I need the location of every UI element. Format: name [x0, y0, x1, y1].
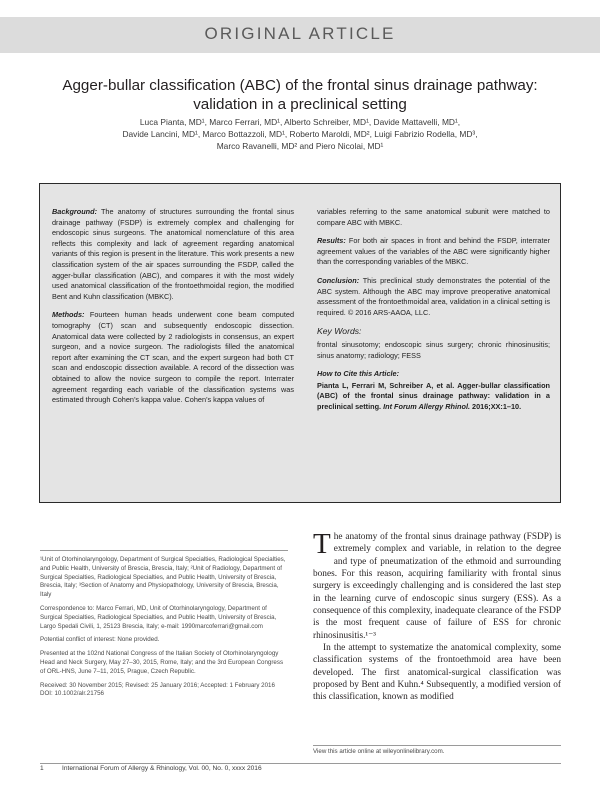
section-label: ORIGINAL ARTICLE — [204, 24, 396, 43]
authors-line-2: Davide Lancini, MD¹, Marco Bottazzoli, MD¹, Roberto Maroldi, MD², Luigi Fabrizio Rodella, MD³, — [122, 129, 478, 140]
methods-text: Fourteen human heads underwent cone beam computed tomography (CT) scan and subsequently endoscopic dissection. Anatomical data were collected by 2 radiologists in consensus, an expert surgeon, and a novice surgeon. The radiologists filled the anatomical report after examining the CT scan, and the expert surgeon had both CT scan and endoscopic dissection available. A record of the dissection was obtained to allow the novice surgeon to compile the report. Interrater agreement regarding each variable of the classification systems was estimated through Cohen’s kappa value. Cohen’s kappa values of — [52, 310, 295, 405]
page-footer — [40, 765, 262, 772]
body-paragraph-2: In the attempt to systematize the anatomical complexity, some classification systems of the frontoethmoid area have been developed. The first anatomical-surgical classification was proposed by Bent and Kuhn.⁴ Subsequently, a modified version of this classification, known as modified — [313, 643, 561, 703]
author-list — [40, 116, 560, 153]
abstract-left-column — [52, 207, 294, 414]
background-text: The anatomy of structures surrounding the frontal sinus drainage pathway (FSDP) is extremely complex and challenging for endoscopic sinus surgeons. The anatomical nomenclature of this area reflects this complexity and lack of agreement regarding anatomical variants of this region is present in the literature. This work presents a new classification system of the air spaces surrounding the FSDP, called the agger-bullar classification (ABC), and compares it with the most widely used anatomical classification of the frontoethmoidal region, the modified Bent and Kuhn classification (MBKC). — [52, 207, 294, 301]
title-line-1: Agger-bullar classification (ABC) of the frontal sinus drainage pathway: — [62, 77, 538, 94]
abstract-right-column — [317, 207, 550, 421]
abstract-conclusion — [317, 276, 550, 318]
view-online-text: View this article online at wileyonlinelibrary.com. — [313, 748, 445, 755]
affiliations-block — [40, 556, 288, 704]
presented-text: Presented at the 102nd National Congress of the Italian Society of Otorhinolaryngology Head and Neck Surgery, May 27–30, 2015, Rome, Italy; and the 3rd European Congress of ORL-HNS, June 7–11, 2015, Prague, Czech Republic. — [40, 650, 284, 675]
abstract-box — [39, 183, 561, 503]
body-paragraph-1-text: he anatomy of the frontal sinus drainage pathway (FSDP) is extremely complex and variable, in relation to the degree and type of pneumatization of the ethmoid and surrounding bones. For this reason, acquiring familiarity with frontal sinus surgery is exceedingly challenging and is considered the last step in the learning curve of endoscopic sinus surgery (ESS). As a consequence of this complexity, inadequate clearance of the FSDP is the most frequent cause of failure of ESS for chronic rhinosinusitis.¹⁻³ — [313, 532, 561, 641]
cite-reference: Pianta L, Ferrari M, Schreiber A, et al. Agger-bullar classification (ABC) of the frontal sinus drainage pathway: validation in a preclinical setting. — [317, 380, 550, 411]
cite-text — [317, 381, 550, 413]
title-line-2: validation in a preclinical setting — [193, 96, 407, 113]
abstract-background — [52, 207, 294, 302]
abstract-methods — [52, 310, 294, 405]
cite-journal: Int Forum Allergy Rhinol. — [383, 401, 470, 411]
doi-text: DOI: 10.1002/alr.21756 — [40, 690, 104, 698]
footer-divider — [40, 763, 561, 764]
methods-heading: Methods: — [52, 310, 85, 320]
keywords-heading: Key Words: — [317, 326, 362, 337]
affiliations-divider — [40, 550, 288, 551]
abstract-results — [317, 236, 550, 268]
cite-year: 2016;XX:1–10. — [472, 401, 522, 411]
received-text: Received: 30 November 2015; Revised: 25 January 2016; Accepted: 1 February 2016 — [40, 681, 275, 689]
conclusion-text: This preclinical study demonstrates the potential of the ABC system. Although the ABC may improve preoperative anatomical assessment of the frontoethmoidal area, validation in a clinical setting is required. © 2016 ARS-AAOA, LLC. — [317, 275, 550, 317]
article-title — [40, 76, 560, 114]
results-text: For both air spaces in front and behind the FSDP, interrater agreement values of the variables of the ABC were significantly higher than the corresponding variables of the MBKC. — [317, 236, 551, 267]
methods-continued: variables referring to the same anatomical subunit were matched to compare ABC with MBKC. — [317, 207, 550, 227]
affiliations-text: ¹Unit of Otorhinolaryngology, Department of Surgical Specialties, Radiological Specialties, and Public Health, University of Brescia, Brescia, Italy; ²Unit of Radiology, Department of Surgical Specialties, Radiological Specialties, and Public Health, University of Brescia, Brescia, Italy; ³Section of Anatomy and Physiopathology, University of Brescia, Brescia, Italy — [40, 556, 286, 599]
conflict-text: Potential conflict of interest: None provided. — [40, 636, 160, 644]
cite-heading: How to Cite this Article: — [317, 369, 400, 379]
authors-line-1: Luca Pianta, MD¹, Marco Ferrari, MD¹, Alberto Schreiber, MD¹, Davide Mattavelli, MD¹, — [139, 117, 461, 127]
body-paragraph-1 — [313, 528, 561, 642]
page-number: 1 — [40, 765, 44, 772]
journal-line: International Forum of Allergy & Rhinology, Vol. 00, No. 0, xxxx 2016 — [62, 765, 262, 772]
conclusion-heading: Conclusion: — [317, 275, 360, 285]
body-text-column — [313, 528, 561, 704]
results-heading: Results: — [317, 236, 346, 246]
background-heading: Background: — [52, 207, 97, 216]
section-header-band — [0, 17, 600, 53]
keywords-text: frontal sinusotomy; endoscopic sinus surgery; chronic rhinosinusitis; sinus anatomy; radiology; FESS — [317, 339, 550, 360]
drop-cap: T — [313, 528, 331, 560]
correspondence-text: Correspondence to: Marco Ferrari, MD, Unit of Otorhinolaryngology, Department of Surgical Specialties, Radiological Specialties, and Public Health, University of Brescia, Largo Spedali Civili, 1, 25123 Brescia, Italy; e-mail: 1990marcoferrari@gmail.com — [40, 604, 277, 630]
view-online-divider — [313, 745, 561, 746]
authors-line-3: Marco Ravanelli, MD² and Piero Nicolai, MD¹ — [216, 141, 384, 152]
